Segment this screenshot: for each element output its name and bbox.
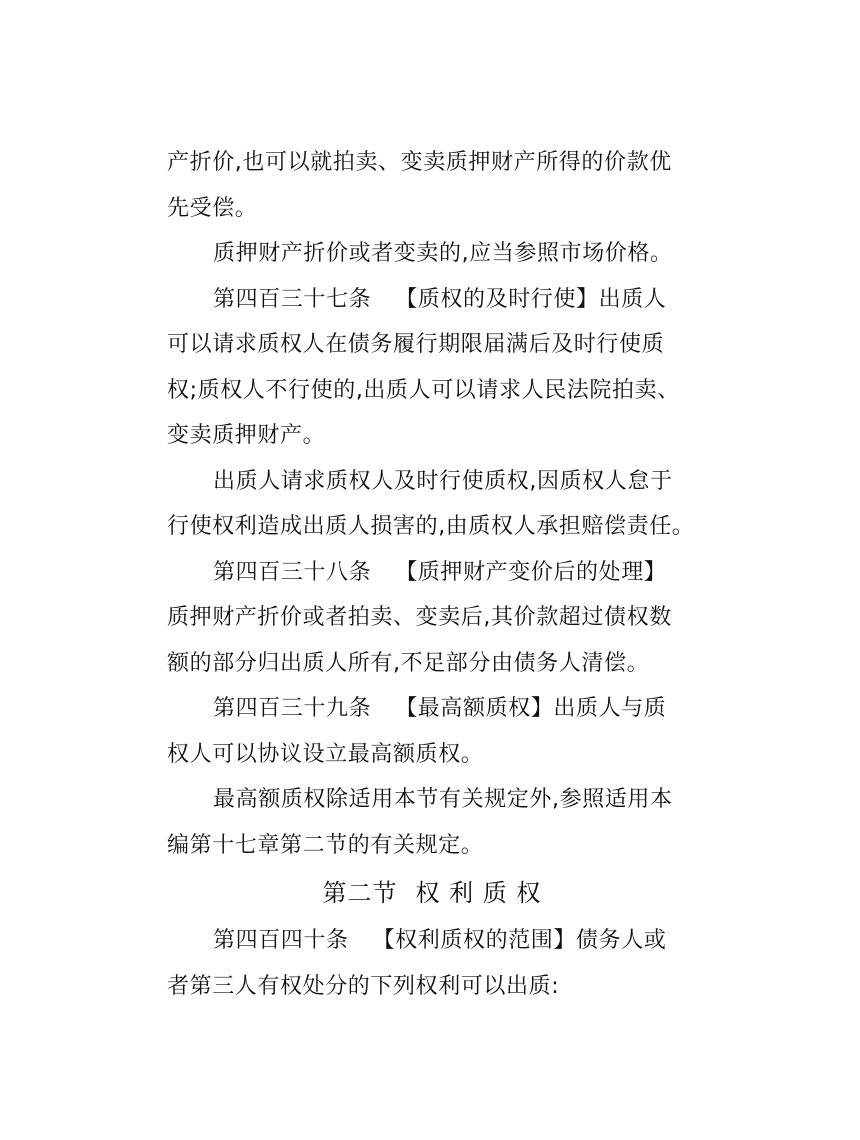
article-number: 第四百三十九条	[213, 696, 372, 721]
paragraph-line: 质押财产折价或者拍卖、变卖后,其价款超过债权数	[167, 605, 672, 630]
article-438-first-line	[167, 550, 697, 596]
paragraph-line: 变卖质押财产。	[167, 423, 326, 448]
article-text: 出质人	[598, 286, 667, 312]
paragraph-line: 可以请求质权人在债务履行期限届满后及时行使质	[167, 332, 665, 357]
article-title: 【权利质权的范围】	[372, 928, 577, 953]
paragraph-line: 权;质权人不行使的,出质人可以请求人民法院拍卖、	[167, 377, 680, 403]
paragraph-line: 编第十七章第二节的有关规定。	[167, 832, 484, 858]
article-number: 第四百三十八条	[213, 559, 372, 585]
article-437-first-line	[167, 277, 697, 323]
article-439-first-line	[167, 686, 697, 732]
article-number: 第四百四十条	[213, 928, 349, 953]
article-title: 【最高额质权】	[395, 696, 554, 721]
paragraph-line: 额的部分归出质人所有,不足部分由债务人清偿。	[167, 650, 650, 676]
document-body	[167, 140, 697, 1009]
section-heading	[167, 868, 697, 918]
article-title: 【质权的及时行使】	[395, 286, 599, 312]
paragraph-line: 出质人请求质权人及时行使质权,因质权人怠于	[213, 468, 673, 494]
paragraph-line: 最高额质权除适用本节有关规定外,参照适用本	[213, 787, 673, 812]
paragraph-line: 质押财产折价或者变卖的,应当参照市场价格。	[213, 241, 673, 266]
paragraph-line: 先受偿。	[167, 195, 258, 221]
section-name: 权 利 质 权	[415, 879, 542, 907]
article-text: 债务人或	[576, 928, 667, 953]
paragraph-line: 权人可以协议设立最高额质权。	[167, 741, 484, 767]
article-title: 【质押财产变价后的处理】	[395, 559, 667, 585]
article-text: 出质人与质	[553, 696, 667, 721]
paragraph-line: 行使权利造成出质人损害的,由质权人承担赔偿责任。	[167, 514, 695, 539]
paragraph-line: 者第三人有权处分的下列权利可以出质:	[167, 973, 560, 999]
section-number: 第二节	[322, 879, 398, 907]
paragraph-line: 产折价,也可以就拍卖、变卖质押财产所得的价款优	[167, 150, 672, 175]
article-number: 第四百三十七条	[213, 286, 372, 312]
article-440-first-line	[167, 918, 697, 964]
